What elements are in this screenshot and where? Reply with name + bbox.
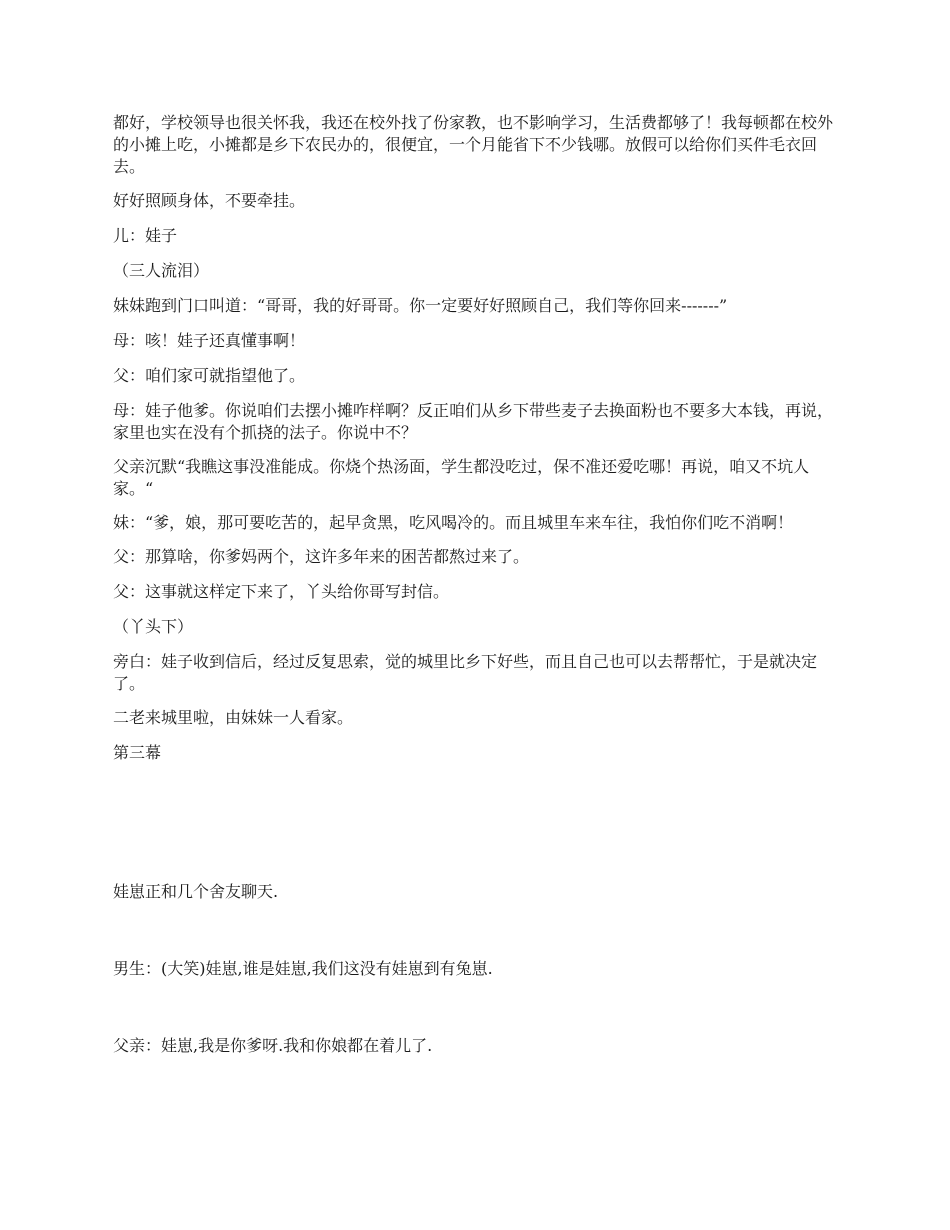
stage-direction-crying: （三人流泪） (113, 261, 210, 280)
paragraph-male-student: 男生：(大笑)娃崽,谁是娃崽,我们这没有娃崽到有兔崽. (113, 959, 493, 978)
paragraph-mother-line-1: 母：咳！娃子还真懂事啊！ (113, 331, 306, 350)
paragraph-letter-closing: 好好照顾身体，不要牵挂。 (113, 191, 306, 210)
paragraph-narration: 旁白：娃子收到信后，经过反复思索，觉的城里比乡下好些，而且自己也可以去帮帮忙，于是就决定了。 (113, 652, 818, 693)
paragraph-scene-setup: 娃崽正和几个舍友聊天. (113, 882, 279, 901)
stage-direction-exit: （丫头下） (113, 617, 194, 636)
paragraph-parents-to-city: 二老来城里啦，由妹妹一人看家。 (113, 708, 354, 727)
paragraph-letter-body: 都好，学校领导也很关怀我，我还在校外找了份家教，也不影响学习，生活费都够了！我每顿都在校外的小摊上吃，小摊都是乡下农民办的，很便宜，一个月能省下不少钱哪。放假可以给你们买件毛衣回去。 (113, 113, 834, 176)
paragraph-father-arrives: 父亲：娃崽,我是你爹呀.我和你娘都在着儿了. (113, 1036, 433, 1055)
paragraph-father-line-3: 父：这事就这样定下来了，丫头给你哥写封信。 (113, 582, 450, 601)
paragraph-father-silent: 父亲沉默“我瞧这事没准能成。你烧个热汤面，学生都没吃过，保不准还爱吃哪！再说，咱又不坑人家。“ (113, 457, 810, 498)
paragraph-signature: 儿：娃子 (113, 226, 178, 245)
document-page (113, 112, 840, 1057)
paragraph-father-line-2: 父：那算啥，你爹妈两个，这许多年来的困苦都熬过来了。 (113, 547, 530, 566)
act-three-heading: 第三幕 (113, 743, 162, 762)
paragraph-sister-line: 妹：“爹，娘，那可要吃苦的，起早贪黑，吃风喝冷的。而且城里车来车往，我怕你们吃不消啊！ (113, 513, 794, 532)
paragraph-mother-line-2: 母：娃子他爹。你说咱们去摆小摊咋样啊？反正咱们从乡下带些麦子去换面粉也不要多大本钱，再说，家里也实在没有个抓挠的法子。你说中不？ (113, 401, 834, 442)
paragraph-sister-calls: 妹妹跑到门口叫道：“哥哥，我的好哥哥。你一定要好好照顾自己，我们等你回来-------” (113, 296, 728, 315)
paragraph-father-line-1: 父：咱们家可就指望他了。 (113, 366, 306, 385)
